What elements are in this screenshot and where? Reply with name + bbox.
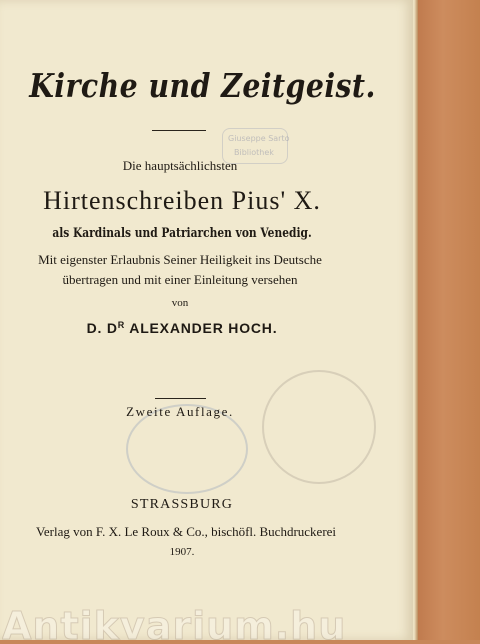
subtitle: als Kardinals und Patriarchen von Venedig. <box>52 226 312 241</box>
author-sup: R <box>117 320 126 330</box>
author <box>2 320 362 336</box>
author-name: ALEXANDER HOCH. <box>129 320 278 336</box>
publisher: Verlag von F. X. Le Roux & Co., bischöfl. Buchdruckerei <box>35 524 337 539</box>
intro-line: Die hauptsächlichsten <box>122 158 238 173</box>
book-title: Kirche und Zeitgeist. <box>29 66 376 105</box>
permission-line: Mit eigenster Erlaubnis Seiner Heiligkeit ins Deutsche <box>38 252 322 267</box>
book-cover-edge <box>418 0 480 640</box>
library-seal <box>262 370 376 484</box>
divider <box>152 130 206 131</box>
publisher-city: STRASSBURG <box>130 497 234 512</box>
divider <box>155 398 206 399</box>
stamp-text: Bibliothek <box>234 148 274 157</box>
author-prefix: D. D <box>86 320 118 336</box>
stamp-text: Giuseppe Sarto <box>228 134 290 143</box>
permission-line: übertragen und mit einer Einleitung versehen <box>62 272 298 287</box>
by-line: von <box>171 297 189 309</box>
edition: Zweite Auflage. <box>126 404 234 419</box>
main-title: Hirtenschreiben Pius' X. <box>43 186 321 215</box>
publication-year: 1907. <box>169 546 195 558</box>
watermark: Antikvarium.hu <box>2 604 347 644</box>
